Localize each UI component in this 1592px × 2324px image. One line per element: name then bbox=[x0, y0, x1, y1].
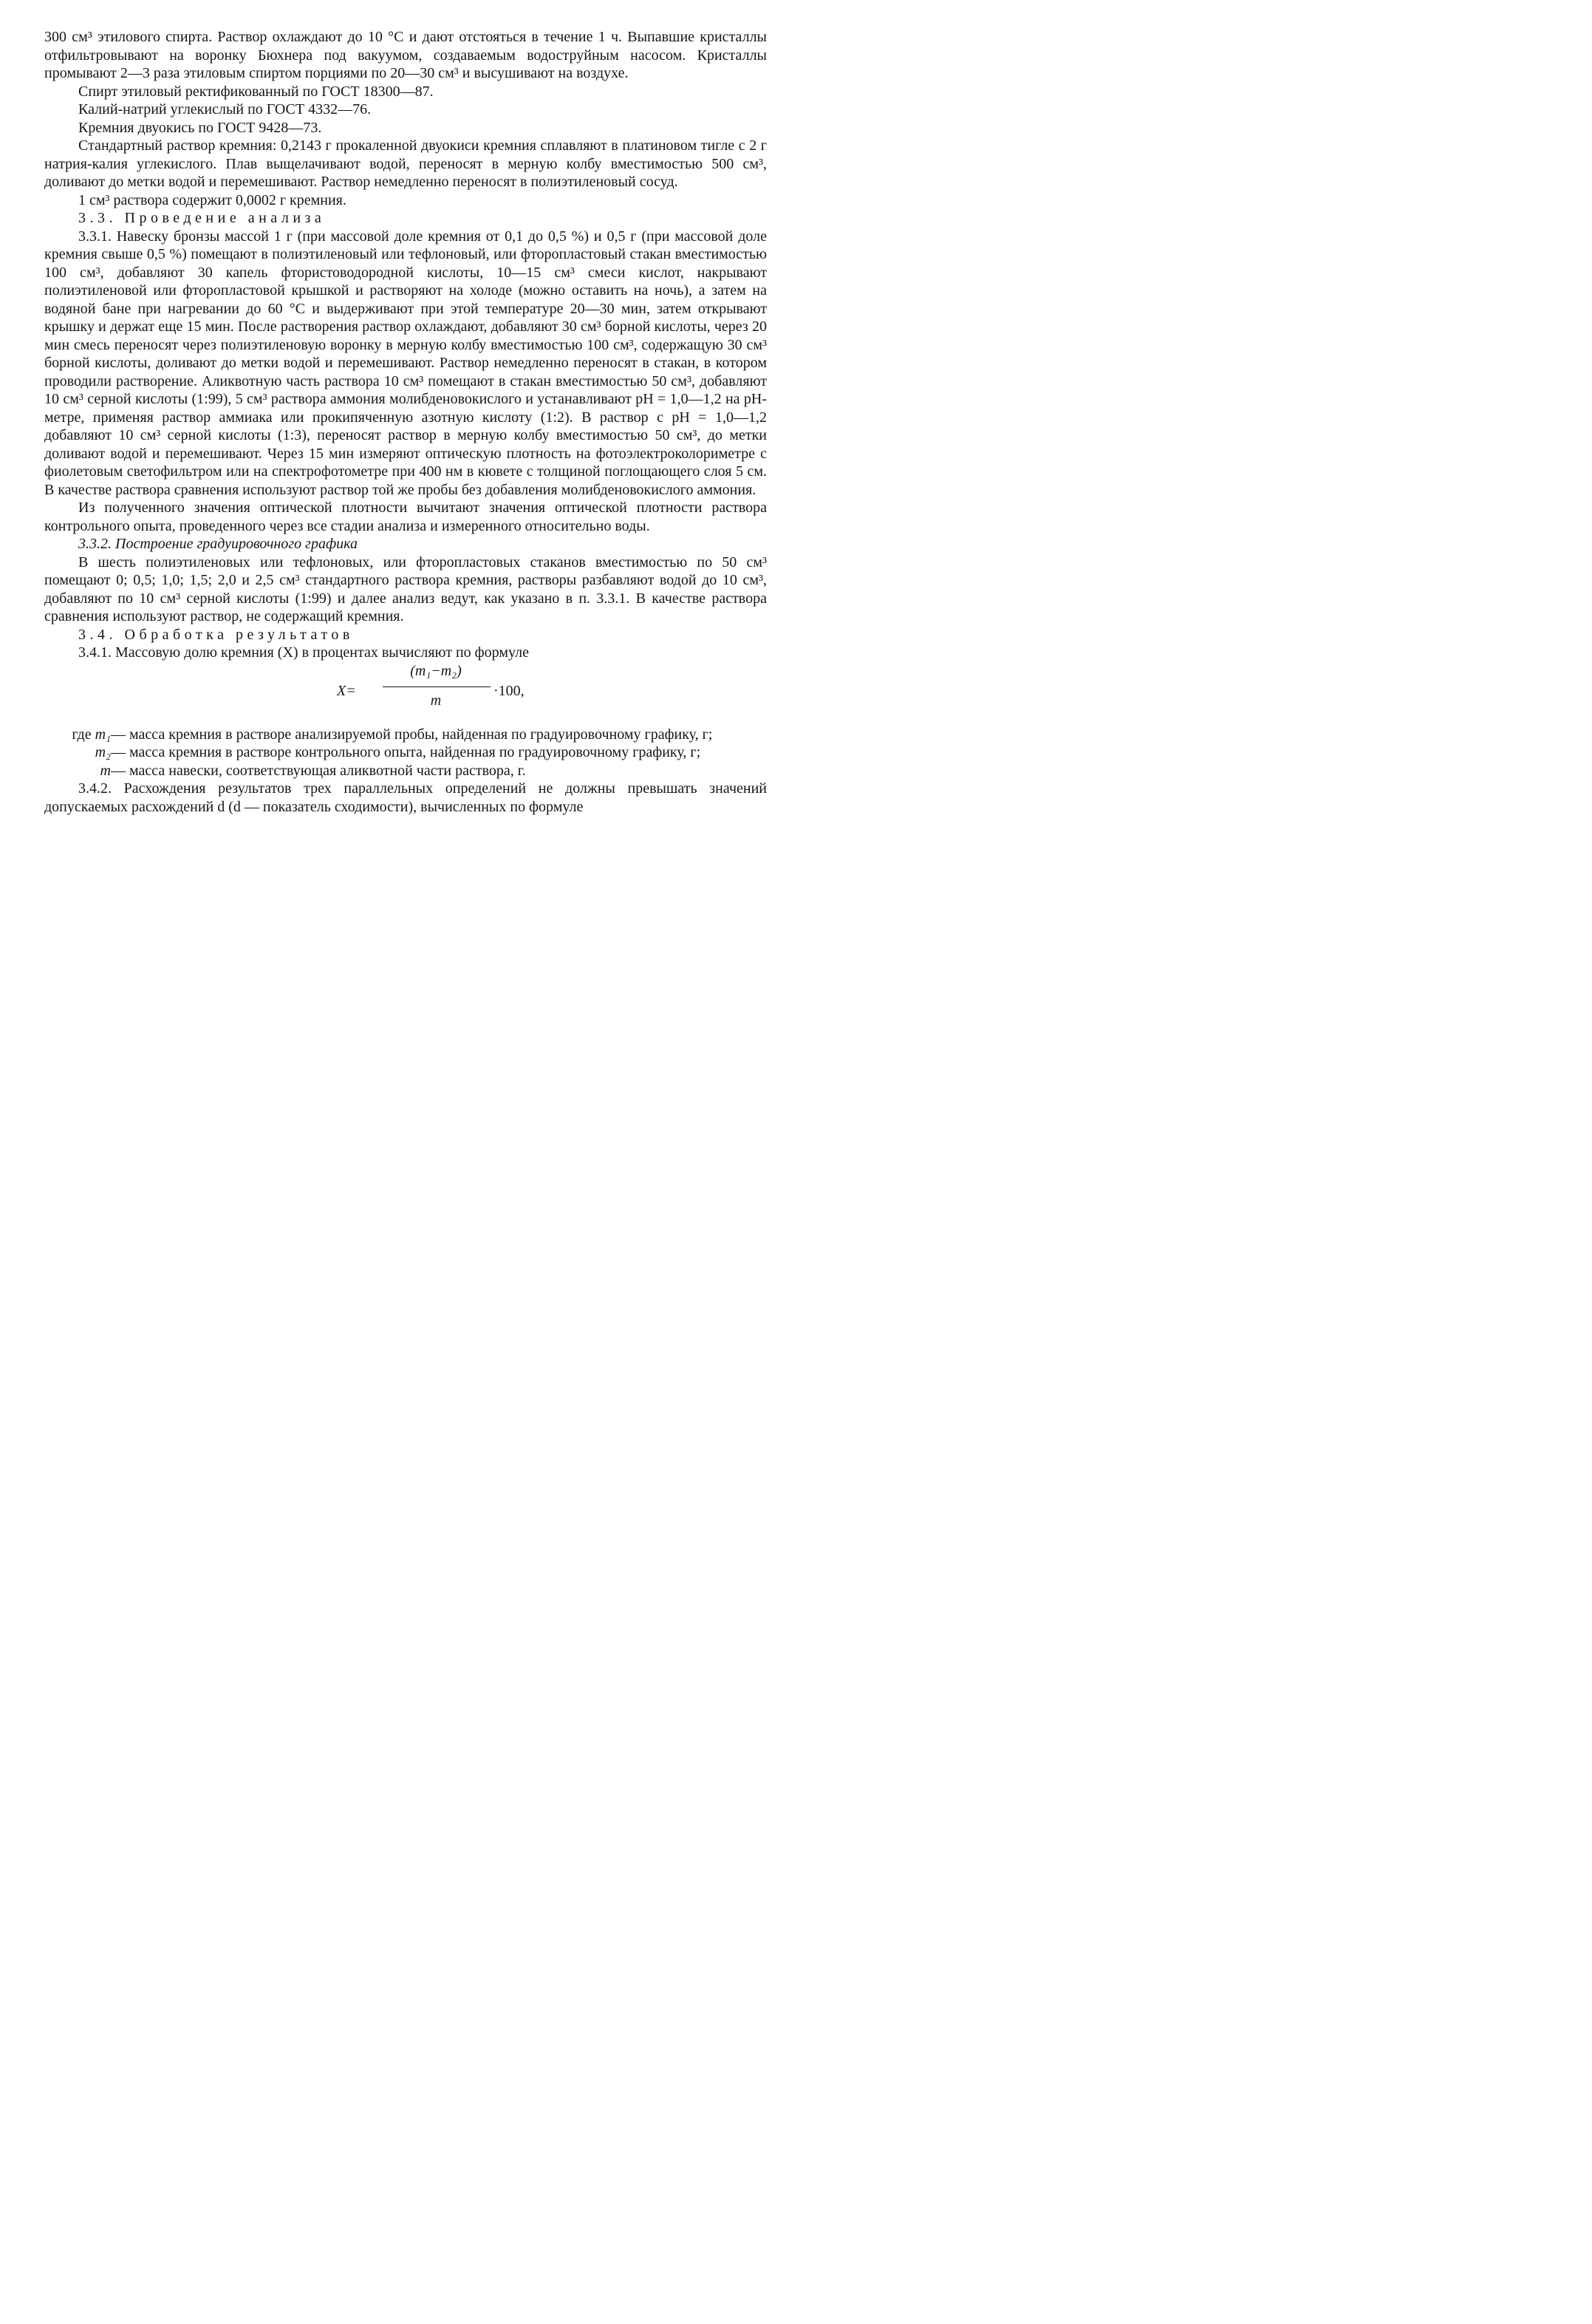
paragraph-3-4-2: 3.4.2. Расхождения результатов трех параллельных определений не должны превышать значений допускаемых расхождений d (d — показатель сходимости), вычисленных по формуле bbox=[44, 780, 767, 815]
paragraph-solution-concentration: 1 см³ раствора содержит 0,0002 г кремния. bbox=[78, 191, 346, 208]
formula-multiplier: ·100, bbox=[493, 682, 525, 699]
paragraph-3-3-1-procedure: 3.3.1. Навеску бронзы массой 1 г (при массовой доле кремния от 0,1 до 0,5 %) и 0,5 г (при массовой доле кремния свыше 0,5 %) помещают в полиэтиленовый или тефлоновый, или фторопластовый стакан вместимостью 100 см³, добавляют 30 капель фтористоводородной кислоты, 10—15 см³ смеси кислот, накрывают полиэтиленовой или фторопластовой крышкой и растворяют на холоде (можно оставить на ночь), а затем на водяной бане при нагревании до 60 °С и выдерживают при этой температуре 20—30 мин, затем открывают крышку и держат еще 15 мин. После растворения раствор охлаждают, добавляют 30 см³ борной кислоты, через 20 мин смесь переносят через полиэтиленовую воронку в мерную колбу вместимостью 100 см³, содержащую 30 см³ борной кислоты, доливают до метки водой и перемешивают. Раствор немедленно переносят в стакан, в котором проводили растворение. Аликвотную часть раствора 10 см³ помещают в стакан вместимостью 50 см³, добавляют 10 см³ серной кислоты (1:99), 5 см³ раствора аммония молибденовокислого и устанавливают pH = 1,0—1,2 на pH-метре, применяя раствор аммиака или прокипяченную азотную кислоту (1:2). В раствор с pH = 1,0—1,2 добавляют 10 см³ серной кислоты (1:3), переносят раствор в мерную колбу вместимостью 50 см³, до метки доливают водой и перемешивают. Через 15 мин измеряют оптическую плотность на фотоэлектроколориметре с фиолетовым светофильтром или на спектрофотометре при 400 нм в кювете с толщиной поглощающего слоя 5 см. В качестве раствора сравнения используют раствор той же пробы без добавления молибденовокислого аммония. bbox=[44, 228, 767, 498]
paragraph-standard-solution: Стандартный раствор кремния: 0,2143 г прокаленной двуокиси кремния сплавляют в платиновом тигле с 2 г натрия-калия углекислого. Плав выщелачивают водой, переносят в мерную колбу вместимостью 500 см³, доливают до метки водой и перемешивают. Раствор немедленно переносят в полиэтиленовый сосуд. bbox=[44, 137, 767, 190]
reagent-potassium-sodium-carbonate: Калий-натрий углекислый по ГОСТ 4332—76. bbox=[78, 101, 372, 117]
paragraph-calibration-procedure: В шесть полиэтиленовых или тефлоновых, или фторопластовых стаканов вместимостью по 50 см³ помещают 0; 0,5; 1,0; 1,5; 2,0 и 2,5 см³ стандартного раствора кремния, растворы разбавляют водой до 10 см³, добавляют по 10 см³ серной кислоты (1:99) и далее анализ ведут, как указано в п. 3.3.1. В качестве раствора сравнения используют раствор, не содержащий кремния. bbox=[44, 553, 767, 624]
definition-m2 bbox=[44, 743, 767, 762]
section-heading-3-3: 3.3. Проведение анализа bbox=[78, 210, 326, 226]
fraction-bar bbox=[383, 686, 491, 687]
formula-denominator: m bbox=[430, 692, 442, 709]
definition-m1 bbox=[44, 726, 767, 744]
paragraph-alcohol-crystallization: 300 см³ этилового спирта. Раствор охлаждают до 10 °С и дают отстояться в течение 1 ч. Выпавшие кристаллы отфильтровывают на воронку Бюхнера под вакуумом, создаваемым водоструйным насосом. Кристаллы промывают 2—3 раза этиловым спиртом порциями по 20—30 см³ и высушивают на воздухе. bbox=[44, 29, 767, 81]
definition-term-m2: m₂ bbox=[95, 744, 111, 760]
definition-text-m2: — масса кремния в растворе контрольного опыта, найденная по градуировочному графику, г; bbox=[111, 744, 701, 760]
definition-term-m: m bbox=[100, 762, 111, 779]
formula-lhs: X= bbox=[337, 682, 356, 699]
definition-m bbox=[44, 762, 767, 780]
definition-term-m1: m₁ bbox=[95, 726, 111, 743]
subsection-heading-3-3-2: 3.3.2. Построение градуировочного графика bbox=[78, 536, 358, 552]
definition-prefix: где m₁ bbox=[72, 726, 111, 743]
mass-fraction-formula bbox=[44, 662, 767, 726]
definition-text-m1: — масса кремния в растворе анализируемой пробы, найденная по градуировочному графику, г; bbox=[111, 726, 713, 743]
definition-text-m: — масса навески, соответствующая аликвотной части раствора, г. bbox=[111, 762, 526, 779]
paragraph-3-4-1: 3.4.1. Массовую долю кремния (X) в процентах вычисляют по формуле bbox=[78, 644, 529, 661]
reagent-silicon-dioxide: Кремния двуокись по ГОСТ 9428—73. bbox=[78, 119, 322, 136]
formula-numerator: (m₁−m₂) bbox=[410, 662, 462, 679]
document-page bbox=[44, 28, 767, 816]
section-heading-3-4: 3.4. Обработка результатов bbox=[78, 626, 354, 643]
paragraph-optical-density-subtraction: Из полученного значения оптической плотности вычитают значения оптической плотности раствора контрольного опыта, проведенного через все стадии анализа и измеренного относительно воды. bbox=[44, 500, 767, 534]
reagent-ethyl-alcohol: Спирт этиловый ректификованный по ГОСТ 18300—87. bbox=[78, 83, 434, 100]
